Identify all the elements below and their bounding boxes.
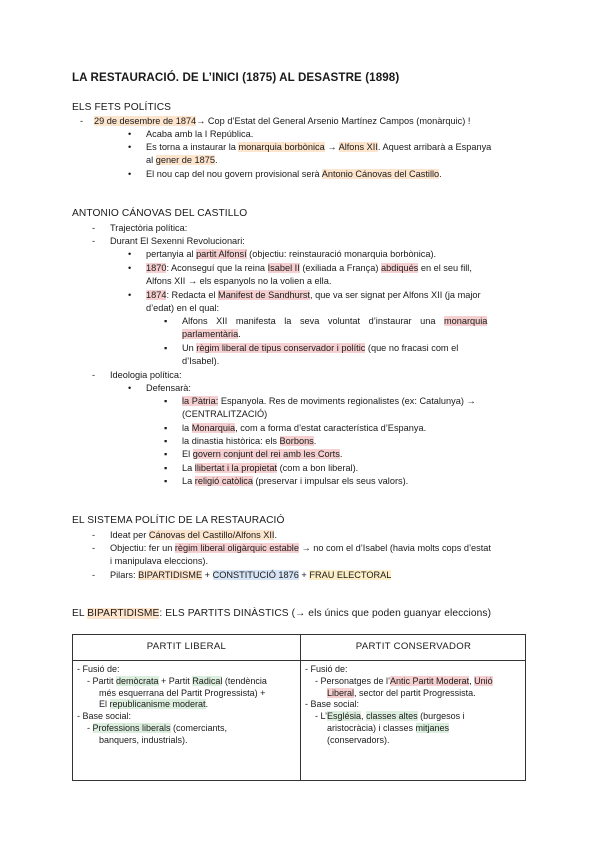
table-header-liberal: PARTIT LIBERAL [146,641,227,652]
list-item: Durant El Sexenni Revolucionari: [110,236,245,246]
list-item: Alfons XII manifesta la seva voluntat d’instaurar una monarquia [182,316,488,326]
list-item: la dinastia històrica: els Borbons. [182,436,317,446]
parties-table [72,634,526,781]
bullet-square: ▪ [164,423,168,433]
section-heading-bipartidisme: EL BIPARTIDISME: ELS PARTITS DINÀSTICS (→ els únics que poden guanyar eleccions) [72,608,492,619]
table-cell-liberal: - Fusió de: - Partit demòcrata + Partit Radical (tendència més esquerrana del Partit Progressista) + El republicanisme moderat. - Base social: - Professions liberals (comerciants, banquers, industrials). [77,664,267,745]
bullet-dash: - [92,570,96,580]
list-item: Ideat per Cánovas del Castillo/Alfons XII. [110,530,278,540]
list-item: Ideologia política: [110,370,182,380]
bullet-square: ▪ [164,449,168,459]
table-column-divider [300,635,301,780]
list-item-continuation: (CENTRALITZACIÓ) [182,409,268,419]
list-item: la Monarquia, com a forma d’estat característica d’Espanya. [182,423,427,433]
list-item: pertanyia al partit Alfonsí (objectiu: reinstauració monarquia borbònica). [146,249,437,259]
list-item-continuation: Alfons XII → els espanyols no la volien a ella. [146,276,332,286]
bullet-dash: - [92,223,96,233]
bullet-dot: • [128,263,132,273]
table-header-conservador: PARTIT CONSERVADOR [355,641,472,652]
list-item: Es torna a instaurar la monarquia borbònica → Alfons XII. Aquest arribarà a Espanya [146,142,492,152]
bullet-square: ▪ [164,476,168,486]
list-item: El nou cap del nou govern provisional serà Antonio Cánovas del Castillo. [146,169,442,179]
table-header-divider [73,660,525,661]
list-item: Acaba amb la I República. [146,129,254,139]
list-item-continuation: d’edat) en el qual: [146,303,220,313]
list-item: Pilars: BIPARTIDISME + CONSTITUCIÓ 1876 + FRAU ELECTORAL [110,570,392,580]
list-item: 1874: Redacta el Manifest de Sandhurst, que va ser signat per Alfons XII (ja major [146,290,481,300]
section-heading-fets-politics: ELS FETS POLÍTICS [72,102,172,113]
bullet-dot: • [128,142,132,152]
list-item: La llibertat i la propietat (com a bon liberal). [182,463,359,473]
bullet-dot: • [128,129,132,139]
list-item: Objectiu: fer un règim liberal oligàrquic estable → no com el d’Isabel (havia molts cops d’estat [110,543,491,553]
bullet-square: ▪ [164,436,168,446]
list-item: El govern conjunt del rei amb les Corts. [182,449,343,459]
list-item: Defensarà: [146,383,191,393]
bullet-square: ▪ [164,316,168,326]
table-cell-conservador: - Fusió de: - Personatges de l’Antic Partit Moderat, Unió Liberal, sector del partit Progressista. - Base social: - L’Església, classes altes (burgesos i aristocràcia) i classes mitjanes (conservadors). [305,664,493,745]
list-item: la Pàtria: Espanyola. Res de moviments regionalistes (ex: Catalunya) → [182,396,476,406]
list-item-continuation: d’Isabel). [182,356,220,366]
list-item: Un règim liberal de tipus conservador i polític (que no fracasi com el [182,343,459,353]
bullet-dash: - [92,236,96,246]
bullet-dot: • [128,383,132,393]
bullet-dash: - [80,116,84,126]
list-item-continuation: al gener de 1875. [146,155,218,165]
bullet-square: ▪ [164,463,168,473]
section-heading-canovas: ANTONIO CÁNOVAS DEL CASTILLO [72,208,248,219]
list-item: La religió catòlica (preservar i impulsar els seus valors). [182,476,409,486]
list-item: Trajectòria política: [110,223,188,233]
section-heading-sistema-politic: EL SISTEMA POLÍTIC DE LA RESTAURACIÓ [72,515,285,526]
bullet-square: ▪ [164,396,168,406]
bullet-dash: - [92,543,96,553]
bullet-square: ▪ [164,343,168,353]
bullet-dot: • [128,249,132,259]
list-item: 1870: Aconseguí que la reina Isabel II (exiliada a França) abdiqués en el seu fill, [146,263,472,273]
page-title: LA RESTAURACIÓ. DE L’INICI (1875) AL DESASTRE (1898) [72,71,400,84]
list-item-continuation: i manipulava eleccions). [110,556,209,566]
bullet-dot: • [128,169,132,179]
list-item-continuation: parlamentària. [182,329,241,339]
bullet-dot: • [128,290,132,300]
list-item: 29 de desembre de 1874→ Cop d’Estat del General Arsenio Martínez Campos (monàrquic) ! [94,116,471,126]
bullet-dash: - [92,370,96,380]
bullet-dash: - [92,530,96,540]
